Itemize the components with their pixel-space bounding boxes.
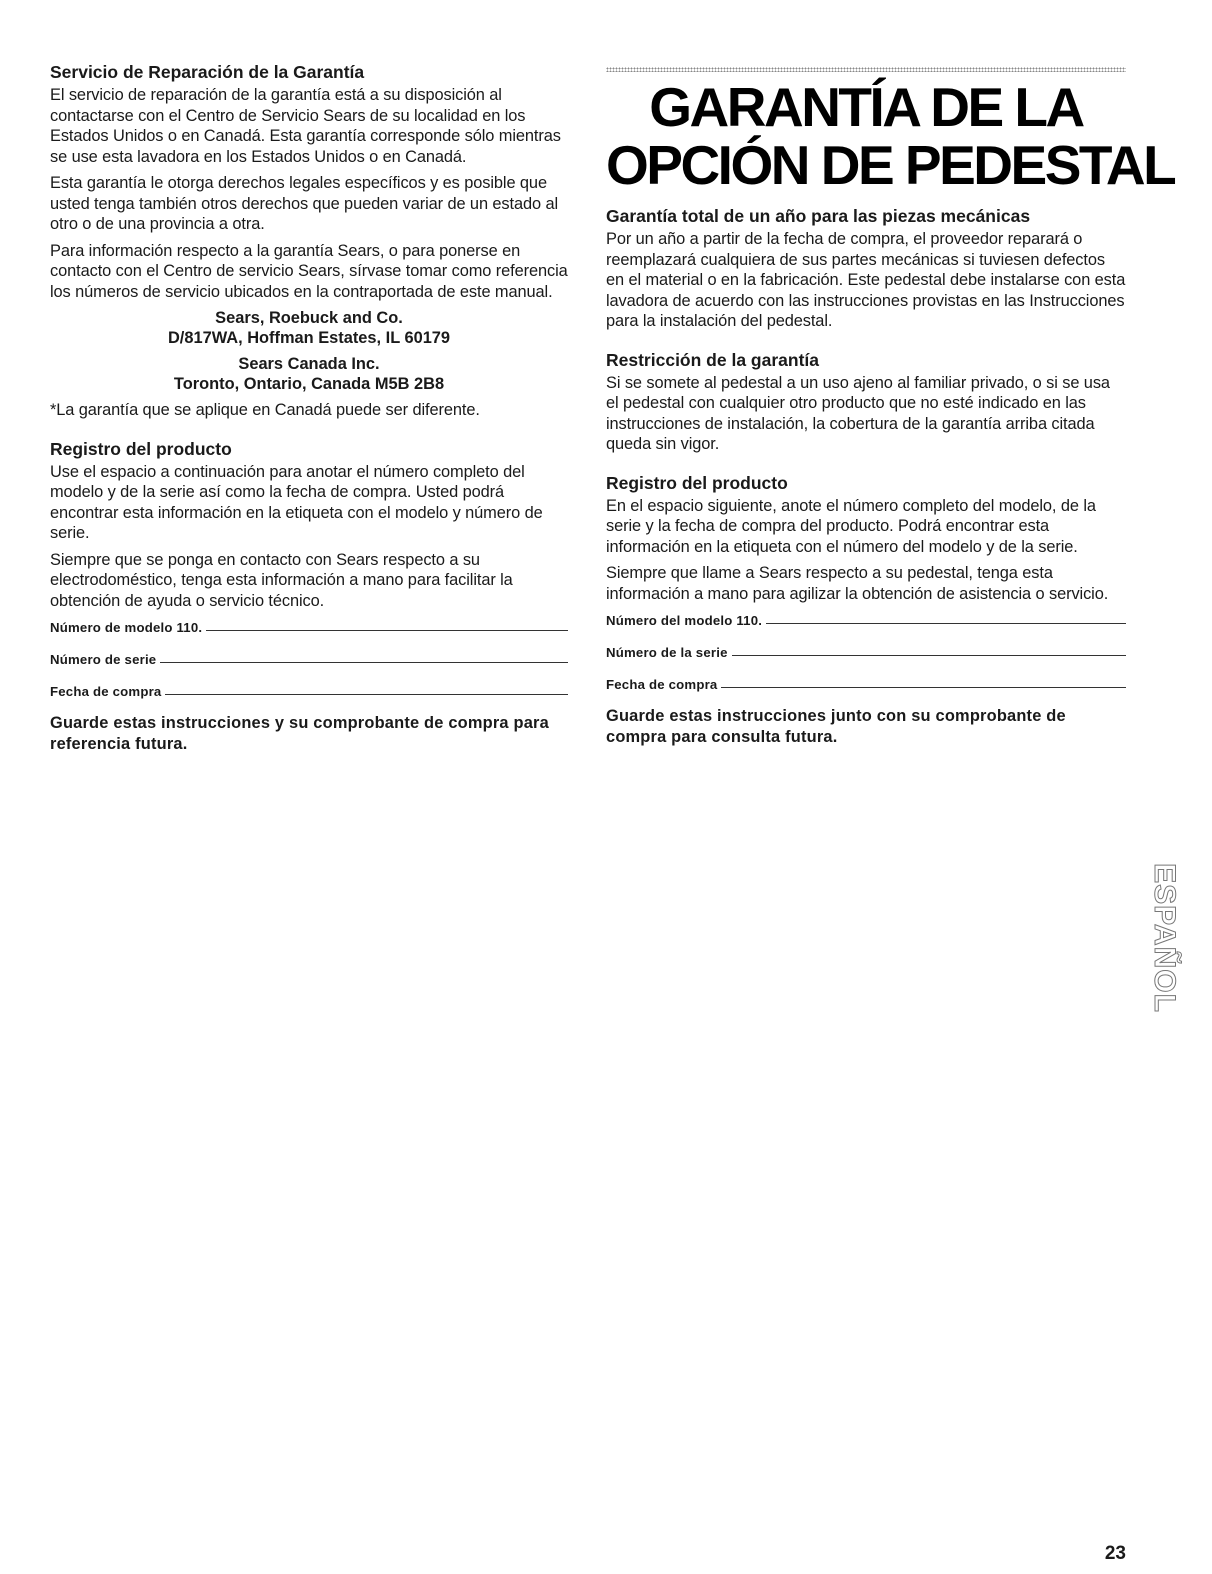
model-number-field[interactable] <box>50 617 568 635</box>
address-line: Toronto, Ontario, Canada M5B 2B8 <box>173 375 445 393</box>
dotted-rule <box>606 67 1126 72</box>
address-line: D/817WA, Hoffman Estates, IL 60179 <box>167 329 451 347</box>
fill-in-line <box>165 694 568 695</box>
field-label: Número de la serie <box>606 645 728 660</box>
language-side-tab <box>1147 818 1181 1058</box>
paragraph: El servicio de reparación de la garantía está a su disposición al contactarse con el Centro de Servicio Sears de su localidad en los Estados Unidos o en Canadá. Esta garantía corresponde sólo mientras se use esta lavadora en los Estados Unidos o en Canadá. <box>50 86 561 166</box>
product-registration-heading: Registro del producto <box>606 472 788 493</box>
address-line: Sears, Roebuck and Co. <box>215 309 403 327</box>
page-number: 23 <box>1104 1543 1126 1564</box>
right-column <box>606 206 1126 747</box>
fill-in-line <box>732 655 1126 656</box>
fill-in-line <box>721 687 1126 688</box>
paragraph: En el espacio siguiente, anote el número completo del modelo, de la serie y la fecha de compra del producto. Podrá encontrar esta información en la etiqueta con el número del modelo y de la serie. <box>606 496 1096 556</box>
canada-note: *La garantía que se aplique en Canadá puede ser diferente. <box>50 401 480 419</box>
model-number-field[interactable] <box>606 610 1126 628</box>
paragraph: Si se somete al pedestal a un uso ajeno al familiar privado, o si se usa el pedestal con cualquier otro producto que no esté indicado en las instrucciones de instalación, la cobertura de la garantía arriba citada queda sin vigor. <box>606 373 1110 453</box>
side-tab-label: ESPAÑOL <box>1148 863 1181 1013</box>
title-line: GARANTÍA DE LA <box>649 76 1083 138</box>
address-line: Sears Canada Inc. <box>238 355 380 373</box>
field-label: Número de serie <box>50 652 157 667</box>
fill-in-line <box>766 623 1126 624</box>
sears-us-address <box>50 308 568 348</box>
full-warranty-heading: Garantía total de un año para las piezas mecánicas <box>606 206 1031 226</box>
paragraph: Siempre que se ponga en contacto con Sears respecto a su electrodoméstico, tenga esta información a mano para facilitar la obtención de ayuda o servicio técnico. <box>50 550 513 610</box>
save-instructions-note: Guarde estas instrucciones y su comprobante de compra para referencia futura. <box>50 714 549 753</box>
paragraph: Use el espacio a continuación para anotar el número completo del modelo y de la serie así como la fecha de compra. Usted podrá encontrar esta información en la etiqueta con el modelo y número de serie. <box>50 462 543 542</box>
purchase-date-field[interactable] <box>50 681 568 699</box>
warranty-restriction-heading: Restricción de la garantía <box>606 349 819 370</box>
title-line: OPCIÓN DE PEDESTAL <box>606 134 1175 196</box>
fill-in-line <box>206 630 568 631</box>
paragraph: Esta garantía le otorga derechos legales específicos y es posible que usted tenga también otros derechos que pueden variar de un estado al otro o de una provincia a otra. <box>50 174 559 233</box>
serial-number-field[interactable] <box>50 649 568 667</box>
paragraph: Por un año a partir de la fecha de compra, el proveedor reparará o reemplazará cualquiera de sus partes mecánicas si tuviesen defectos en el material o en la fabricación. Este pedestal debe instalarse con esta lavadora de acuerdo con las instrucciones provistas en las Instrucciones para la instalación del pedestal. <box>606 230 1126 330</box>
page-title <box>606 76 1175 196</box>
left-column <box>50 62 568 754</box>
field-label: Número de modelo 110. <box>50 620 203 635</box>
warranty-service-heading: Servicio de Reparación de la Garantía <box>50 62 365 82</box>
paragraph: Siempre que llame a Sears respecto a su pedestal, tenga esta información a mano para agilizar la obtención de asistencia o servicio. <box>606 564 1109 603</box>
sears-canada-address <box>50 354 568 394</box>
fill-in-line <box>160 662 568 663</box>
save-instructions-note: Guarde estas instrucciones junto con su comprobante de compra para consulta futura. <box>606 707 1066 746</box>
serial-number-field[interactable] <box>606 642 1126 660</box>
paragraph: Para información respecto a la garantía Sears, o para ponerse en contacto con el Centro de servicio Sears, sírvase tomar como referencia los números de servicio ubicados en la contraportada de este manual. <box>50 241 568 301</box>
product-registration-heading: Registro del producto <box>50 438 232 459</box>
field-label: Fecha de compra <box>50 684 162 699</box>
field-label: Fecha de compra <box>606 677 718 692</box>
purchase-date-field[interactable] <box>606 674 1126 692</box>
field-label: Número del modelo 110. <box>606 613 763 628</box>
